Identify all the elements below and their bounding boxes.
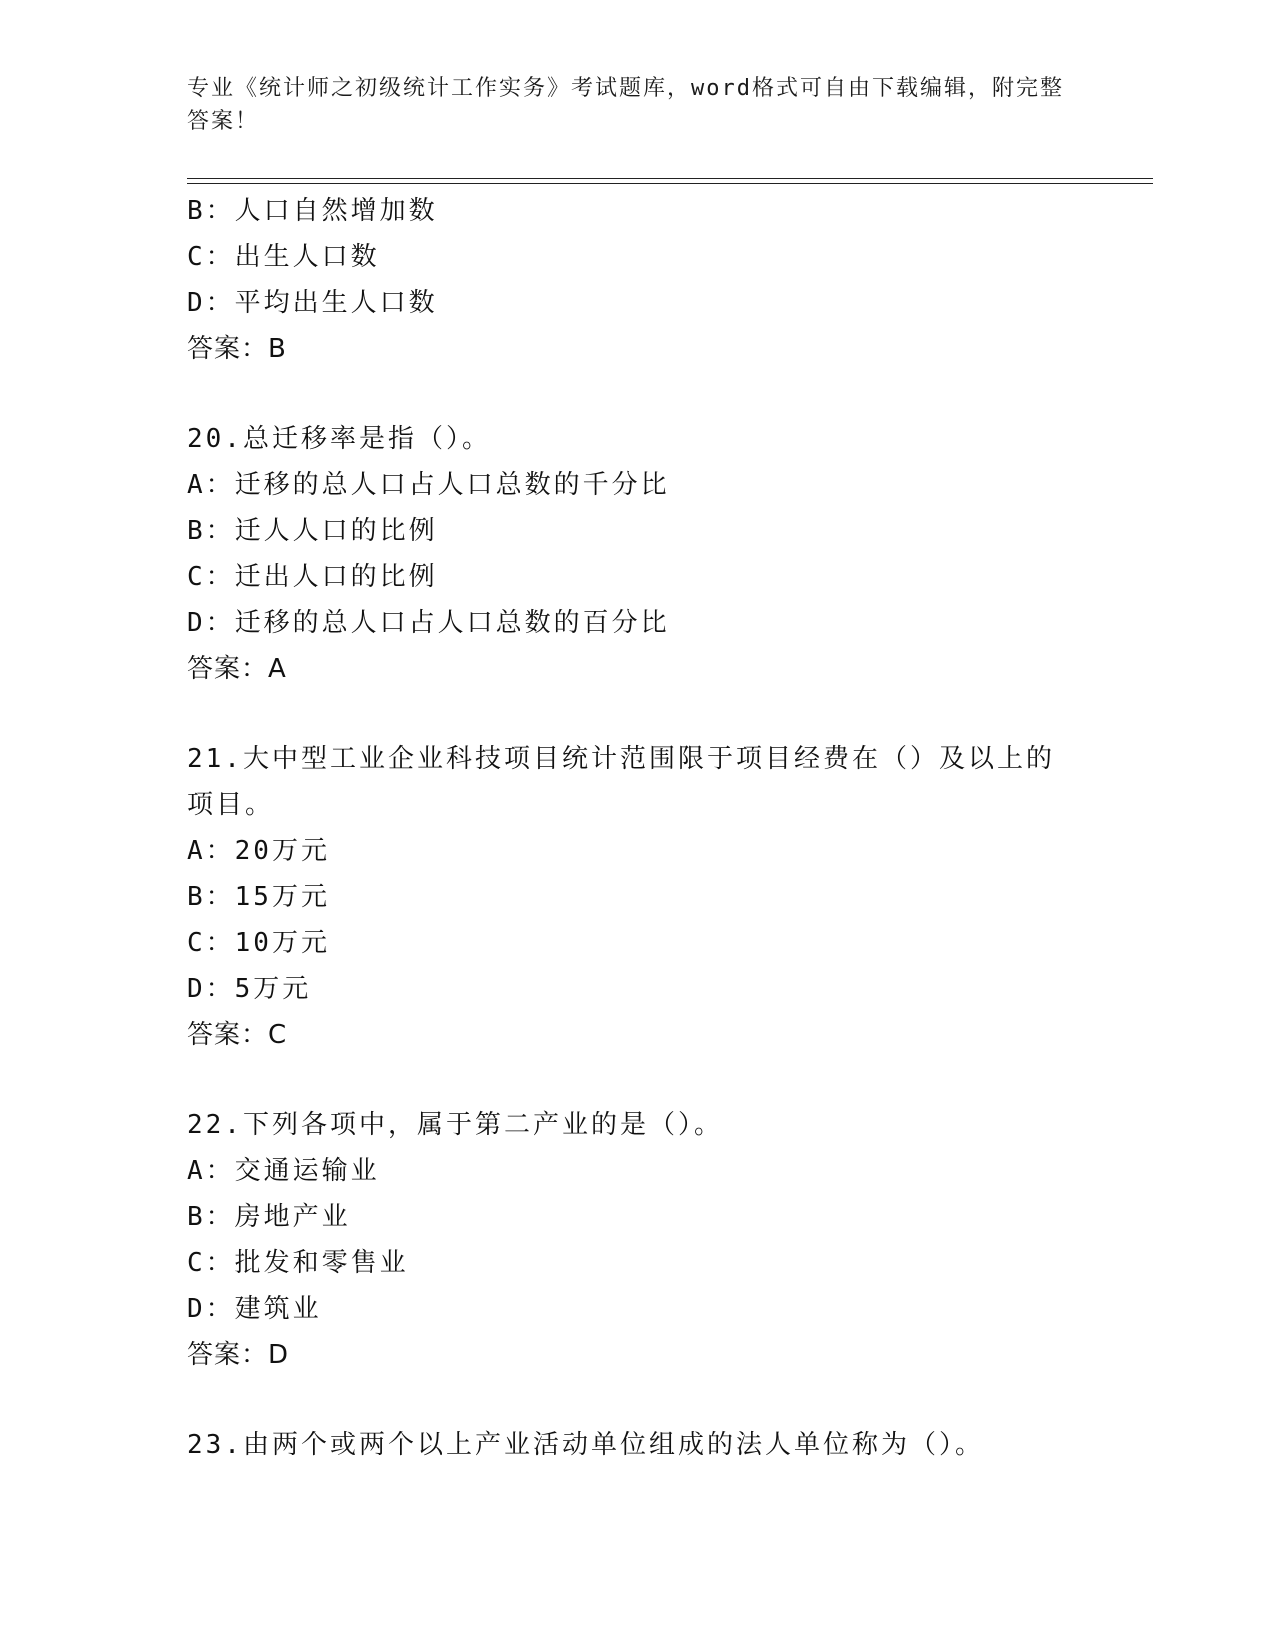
spacer (187, 1378, 1087, 1422)
option-d: D：平均出生人口数 (187, 288, 438, 318)
question-21 (187, 736, 1087, 1058)
question-20 (187, 416, 1087, 692)
question-stem: 21.大中型工业企业科技项目统计范围限于项目经费在（）及以上的项目。 (187, 744, 1055, 820)
spacer (187, 1058, 1087, 1102)
document-header: 专业《统计师之初级统计工作实务》考试题库，word格式可自由下载编辑，附完整答案！ (187, 76, 1064, 134)
answer: 答案：A (187, 654, 287, 684)
question-stem: 20.总迁移率是指（）。 (187, 424, 491, 454)
option-b: B：房地产业 (187, 1202, 351, 1232)
answer: 答案：B (187, 334, 287, 364)
option-c: C：批发和零售业 (187, 1248, 409, 1278)
option-c: C：出生人口数 (187, 242, 380, 272)
spacer (187, 372, 1087, 416)
question-content (187, 188, 1087, 1468)
header-divider-top (187, 178, 1153, 179)
question-stem: 23.由两个或两个以上产业活动单位组成的法人单位称为（）。 (187, 1430, 984, 1460)
question-23 (187, 1422, 1087, 1468)
option-d: D：建筑业 (187, 1294, 322, 1324)
option-c: C：迁出人口的比例 (187, 562, 438, 592)
answer: 答案：D (187, 1340, 290, 1370)
option-b: B：人口自然增加数 (187, 196, 438, 226)
option-a: A：交通运输业 (187, 1156, 380, 1186)
option-b: B：15万元 (187, 882, 330, 912)
option-d: D：迁移的总人口占人口总数的百分比 (187, 608, 670, 638)
option-b: B：迁人人口的比例 (187, 516, 438, 546)
question-19-tail (187, 188, 1087, 372)
option-a: A：20万元 (187, 836, 330, 866)
question-stem: 22.下列各项中，属于第二产业的是（）。 (187, 1110, 723, 1140)
option-c: C：10万元 (187, 928, 330, 958)
option-a: A：迁移的总人口占人口总数的千分比 (187, 470, 670, 500)
header-divider-bottom (187, 183, 1153, 184)
answer: 答案：C (187, 1020, 288, 1050)
question-22 (187, 1102, 1087, 1378)
spacer (187, 692, 1087, 736)
option-d: D：5万元 (187, 974, 312, 1004)
